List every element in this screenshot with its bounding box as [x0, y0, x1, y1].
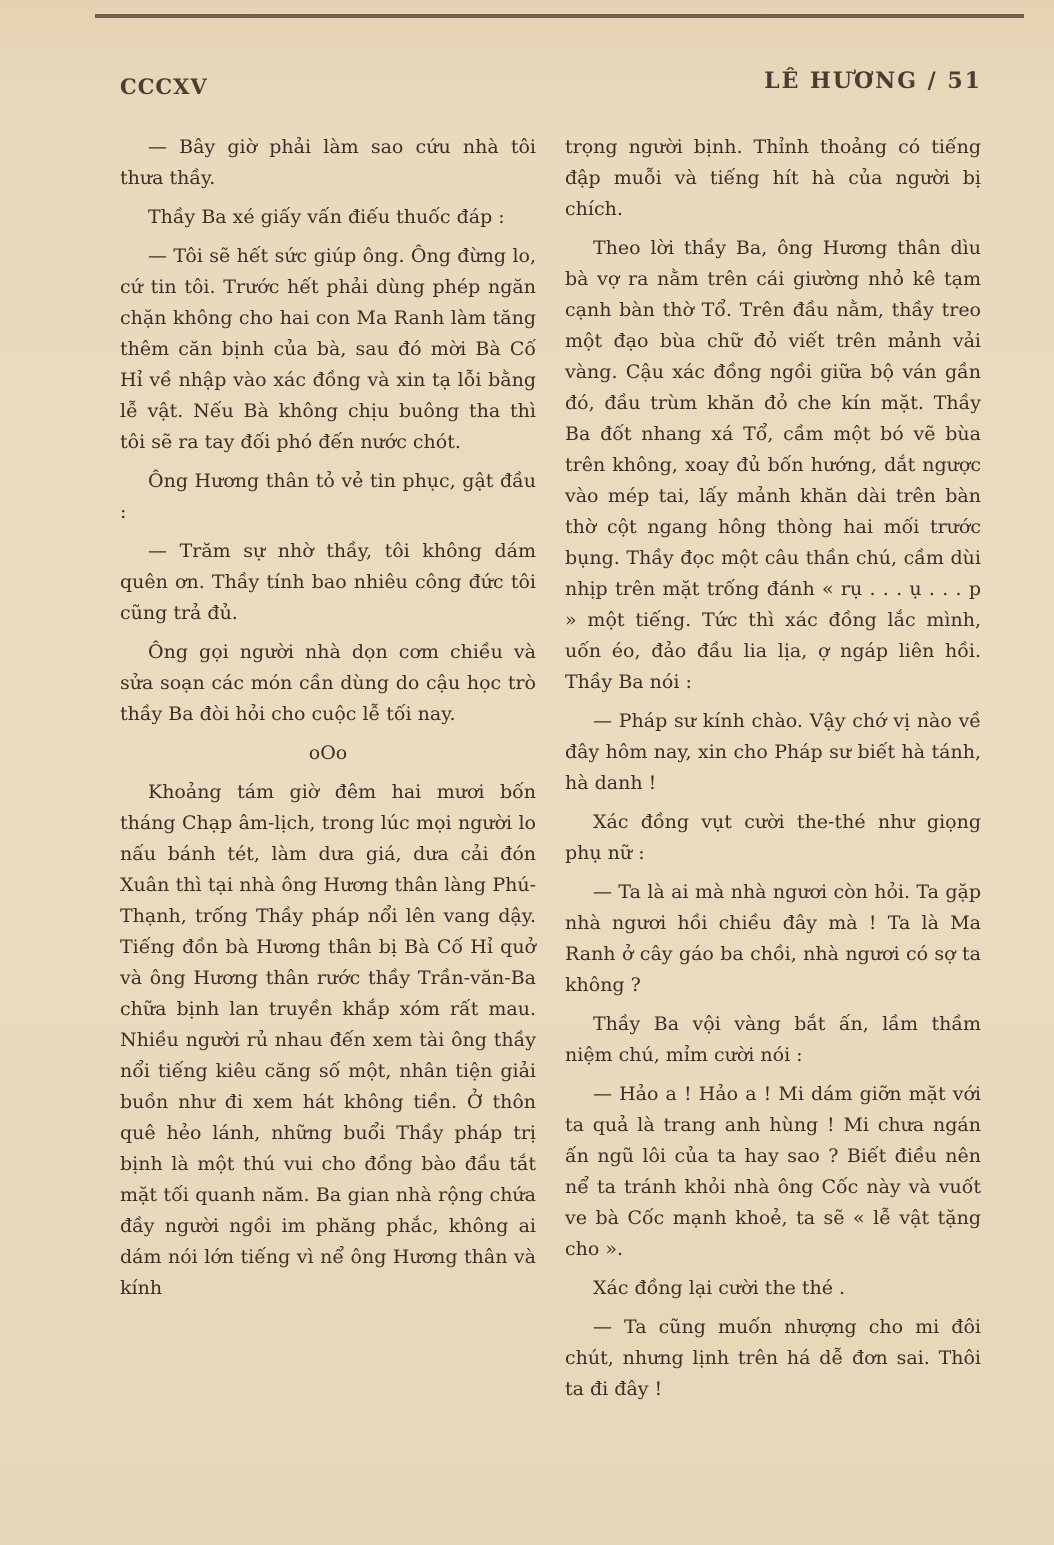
right-column: [565, 132, 981, 1413]
top-rule: [95, 14, 1024, 18]
chapter-number: CCCXV: [120, 74, 208, 99]
paragraph: — Ta cũng muốn nhượng cho mi đôi chút, nhưng lịnh trên há dễ đơn sai. Thôi ta đi đây !: [565, 1316, 981, 1400]
paragraph: Xác đồng lại cười the thé .: [593, 1277, 846, 1299]
paragraph: — Trăm sự nhờ thầy, tôi không dám quên ơn. Thầy tính bao nhiêu công đức tôi cũng trả đủ.: [120, 540, 536, 624]
paragraph: — Hảo a ! Hảo a ! Mi dám giỡn mặt với ta quả là trang anh hùng ! Mi chưa ngán ấn ngũ lôi của ta hay sao ? Biết điều nên nể ta tránh khỏi nhà ông Cốc này và vuốt ve bà Cốc mạnh khoẻ, ta sẽ « lễ vật tặng cho ».: [565, 1083, 981, 1260]
author-page-number: LÊ HƯƠNG / 51: [764, 68, 982, 94]
paragraph: Khoảng tám giờ đêm hai mươi bốn tháng Chạp âm-lịch, trong lúc mọi người lo nấu bánh tét, làm dưa giá, dưa cải đón Xuân thì tại nhà ông Hương thân làng Phú-Thạnh, trống Thầy pháp nổi lên vang dậy. Tiếng đồn bà Hương thân bị Bà Cố Hỉ quở và ông Hương thân rước thầy Trần-văn-Ba chữa bịnh lan truyền khắp xóm rất mau. Nhiều người rủ nhau đến xem tài ông thầy nổi tiếng kiêu căng số một, nhân tiện giải buồn như đi xem hát không tiền. Ở thôn quê hẻo lánh, những buổi Thầy pháp trị bịnh là một thú vui cho đồng bào đầu tắt mặt tối quanh năm. Ba gian nhà rộng chứa đầy người ngồi im phăng phắc, không ai dám nói lớn tiếng vì nể ông Hương thân và kính: [120, 781, 536, 1299]
paragraph: Ông gọi người nhà dọn cơm chiều và sửa soạn các món cần dùng do cậu học trò thầy Ba đòi hỏi cho cuộc lễ tối nay.: [120, 641, 536, 725]
paragraph: — Bây giờ phải làm sao cứu nhà tôi thưa thầy.: [120, 136, 536, 189]
paragraph: trọng người bịnh. Thỉnh thoảng có tiếng đập muỗi và tiếng hít hà của người bị chích.: [565, 136, 981, 220]
paragraph: — Ta là ai mà nhà ngươi còn hỏi. Ta gặp nhà ngươi hồi chiều đây mà ! Ta là Ma Ranh ở cây gáo ba chồi, nhà ngươi có sợ ta không ?: [565, 881, 981, 996]
paragraph: Thầy Ba xé giấy vấn điếu thuốc đáp :: [148, 206, 505, 228]
paragraph: Xác đồng vụt cười the-thé như giọng phụ nữ :: [565, 811, 981, 864]
section-separator: oOo: [308, 742, 348, 764]
paragraph: Theo lời thầy Ba, ông Hương thân dìu bà vợ ra nằm trên cái giường nhỏ kê tạm cạnh bàn thờ Tổ. Trên đầu nằm, thầy treo một đạo bùa chữ đỏ viết trên mảnh vải vàng. Cậu xác đồng ngồi giữa bộ ván gần đó, đầu trùm khăn đỏ che kín mặt. Thầy Ba đốt nhang xá Tổ, cầm một bó vẽ bùa trên không, xoay đủ bốn hướng, dắt ngược vào mép tai, lấy mảnh khăn dài trên bàn thờ cột ngang hông thòng hai mối trước bụng. Thầy đọc một câu thần chú, cầm dùi nhịp trên mặt trống đánh « rụ . . . ụ . . . p » một tiếng. Tức thì xác đồng lắc mình, uốn éo, đảo đầu lia lịa, ợ ngáp liên hồi. Thầy Ba nói :: [565, 237, 981, 693]
paragraph: — Tôi sẽ hết sức giúp ông. Ông đừng lo, cứ tin tôi. Trước hết phải dùng phép ngăn chặn không cho hai con Ma Ranh làm tăng thêm căn bịnh của bà, sau đó mời Bà Cố Hỉ về nhập vào xác đồng và xin tạ lỗi bằng lễ vật. Nếu Bà không chịu buông tha thì tôi sẽ ra tay đối phó đến nước chót.: [120, 245, 536, 453]
paragraph: Thầy Ba vội vàng bắt ấn, lầm thầm niệm chú, mỉm cười nói :: [565, 1013, 981, 1066]
paragraph: Ông Hương thân tỏ vẻ tin phục, gật đầu :: [120, 470, 536, 523]
left-column: [120, 132, 536, 1312]
paragraph: — Pháp sư kính chào. Vậy chớ vị nào về đây hôm nay, xin cho Pháp sư biết hà tánh, hà danh !: [565, 710, 981, 794]
